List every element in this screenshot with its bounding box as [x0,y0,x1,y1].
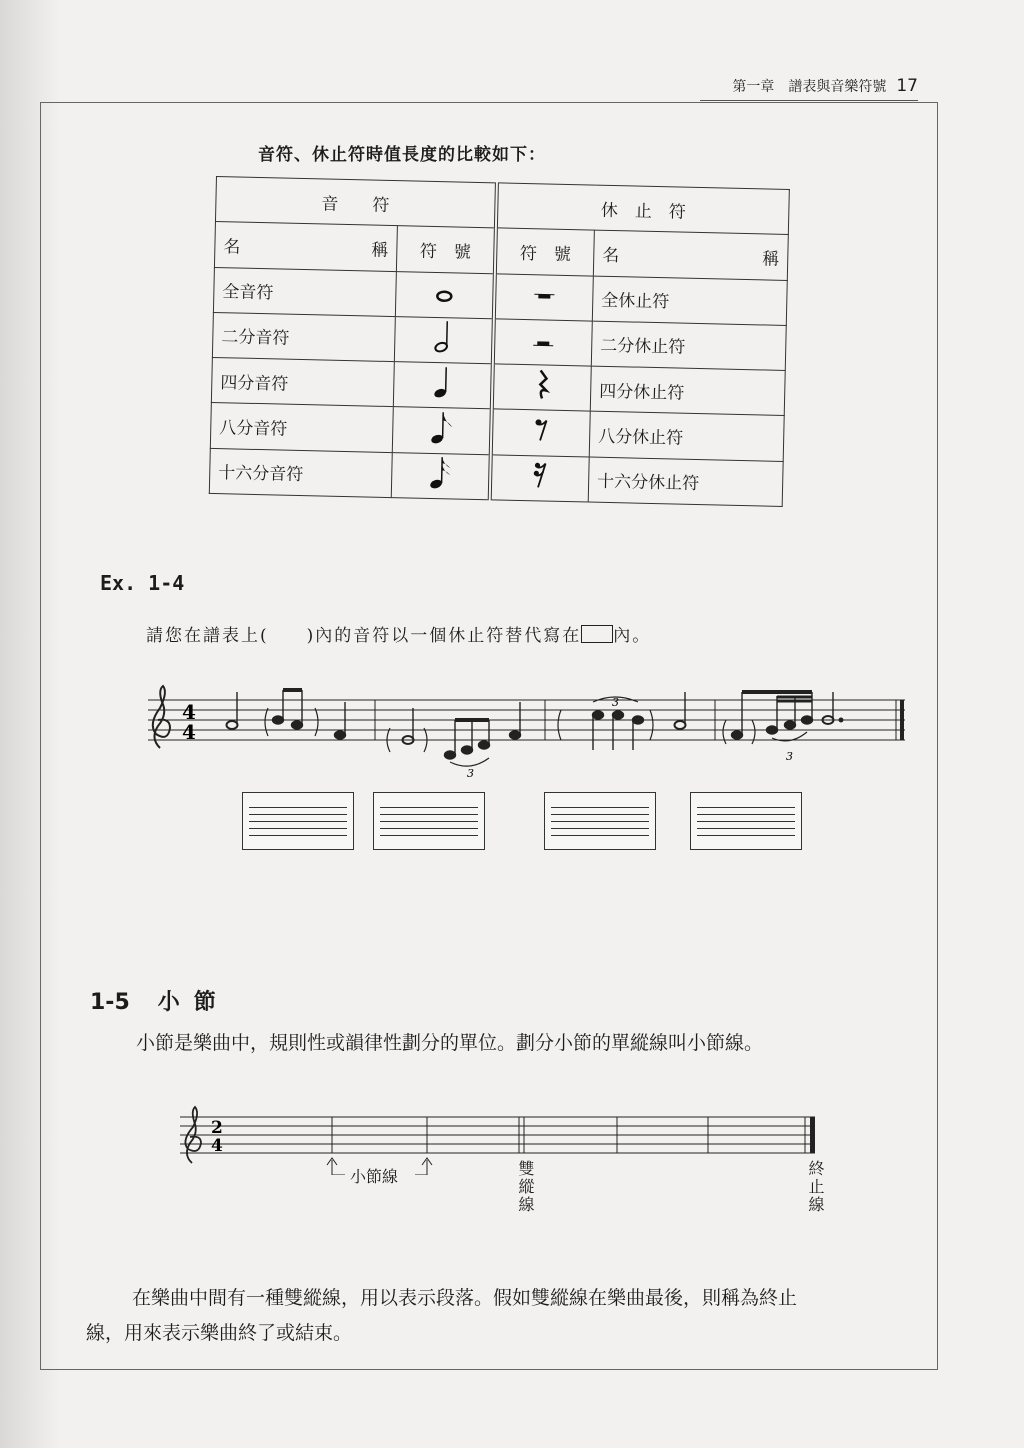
col-header-note-symbol: 符 號 [396,226,496,274]
col-header-name-d: 稱 [762,249,780,270]
rest-name-cell: 八分休止符 [589,411,784,461]
half-rest-icon [493,319,593,367]
col-header-rest-symbol: 符 號 [495,228,595,276]
col-header-note-name [214,222,397,271]
table-intro-text: 音符、休止符時值長度的比較如下： [258,145,546,165]
col-header-name-b: 稱 [371,240,389,261]
answer-box-4[interactable] [690,792,802,850]
note-name-cell: 八分音符 [210,403,393,452]
time-sig-bottom: 4 [211,1136,223,1156]
note-name-cell: 四分音符 [211,358,394,407]
instruction-text-a: 請您在譜表上( )內的音符以一個休止符替代寫在 [146,626,582,646]
whole-note-icon [395,271,495,319]
running-header [700,76,918,101]
chapter-title: 第一章 譜表與音樂符號 [732,79,887,95]
col-header-name-a: 名 [223,237,241,258]
quarter-note-icon [393,362,493,410]
treble-clef-icon [153,686,170,748]
section-number: 1-5 [90,990,130,1015]
answer-box-1[interactable] [242,792,354,850]
exercise-label: Ex. 1-4 [100,571,185,595]
col-header-rest-name [593,230,788,280]
note-rest-comparison-table [209,176,790,507]
exercise-instruction [146,621,651,646]
tuplet-mark: 3 [786,750,793,763]
col-header-name-c: 名 [602,245,620,267]
tuplet-mark: 3 [467,767,474,780]
final-bar-label: 終止線 [806,1160,825,1214]
eighth-rest-icon [491,409,591,457]
exercise-staff [140,680,910,780]
rest-name-cell: 十六分休止符 [588,457,783,507]
time-sig-top: 2 [211,1118,223,1138]
answer-box-3[interactable] [544,792,656,850]
group-header-rest: 休 止 符 [496,183,789,235]
rest-name-cell: 四分休止符 [590,366,785,416]
double-bar-label: 雙縱線 [516,1160,535,1214]
time-sig-bottom: 4 [182,720,196,744]
answer-box-glyph [581,625,613,643]
group-header-note: 音 符 [215,177,496,229]
instruction-text-b: 內。 [613,626,652,646]
tuplet-mark: 3 [612,696,619,709]
paragraph-2: 在樂曲中間有一種雙縱線，用以表示段落。假如雙縱線在樂曲最後，則稱為終止 [132,1287,798,1309]
time-sig-top: 4 [182,700,196,724]
section-heading [90,985,230,1016]
rest-name-cell: 全休止符 [592,276,787,326]
note-name-cell: 十六分音符 [209,448,392,497]
page-number: 17 [896,76,918,96]
sixteenth-rest-icon [490,454,590,502]
rest-name-cell: 二分休止符 [591,321,786,371]
note-name-cell: 二分音符 [212,312,395,361]
paragraph-3: 線，用來表示樂曲終了或結束。 [86,1322,353,1344]
answer-box-2[interactable] [373,792,485,850]
note-name-cell: 全音符 [213,267,396,316]
quarter-rest-icon [492,364,592,412]
whole-rest-icon [494,273,594,321]
measure-staff [175,1105,825,1175]
half-note-icon [394,316,494,364]
sixteenth-note-icon [391,452,491,500]
paragraph-1: 小節是樂曲中，規則性或韻律性劃分的單位。劃分小節的單縱線叫小節線。 [136,1032,764,1054]
section-title: 小節 [157,990,230,1015]
barline-label: 小節線 [350,1167,399,1186]
eighth-note-icon [392,407,492,455]
